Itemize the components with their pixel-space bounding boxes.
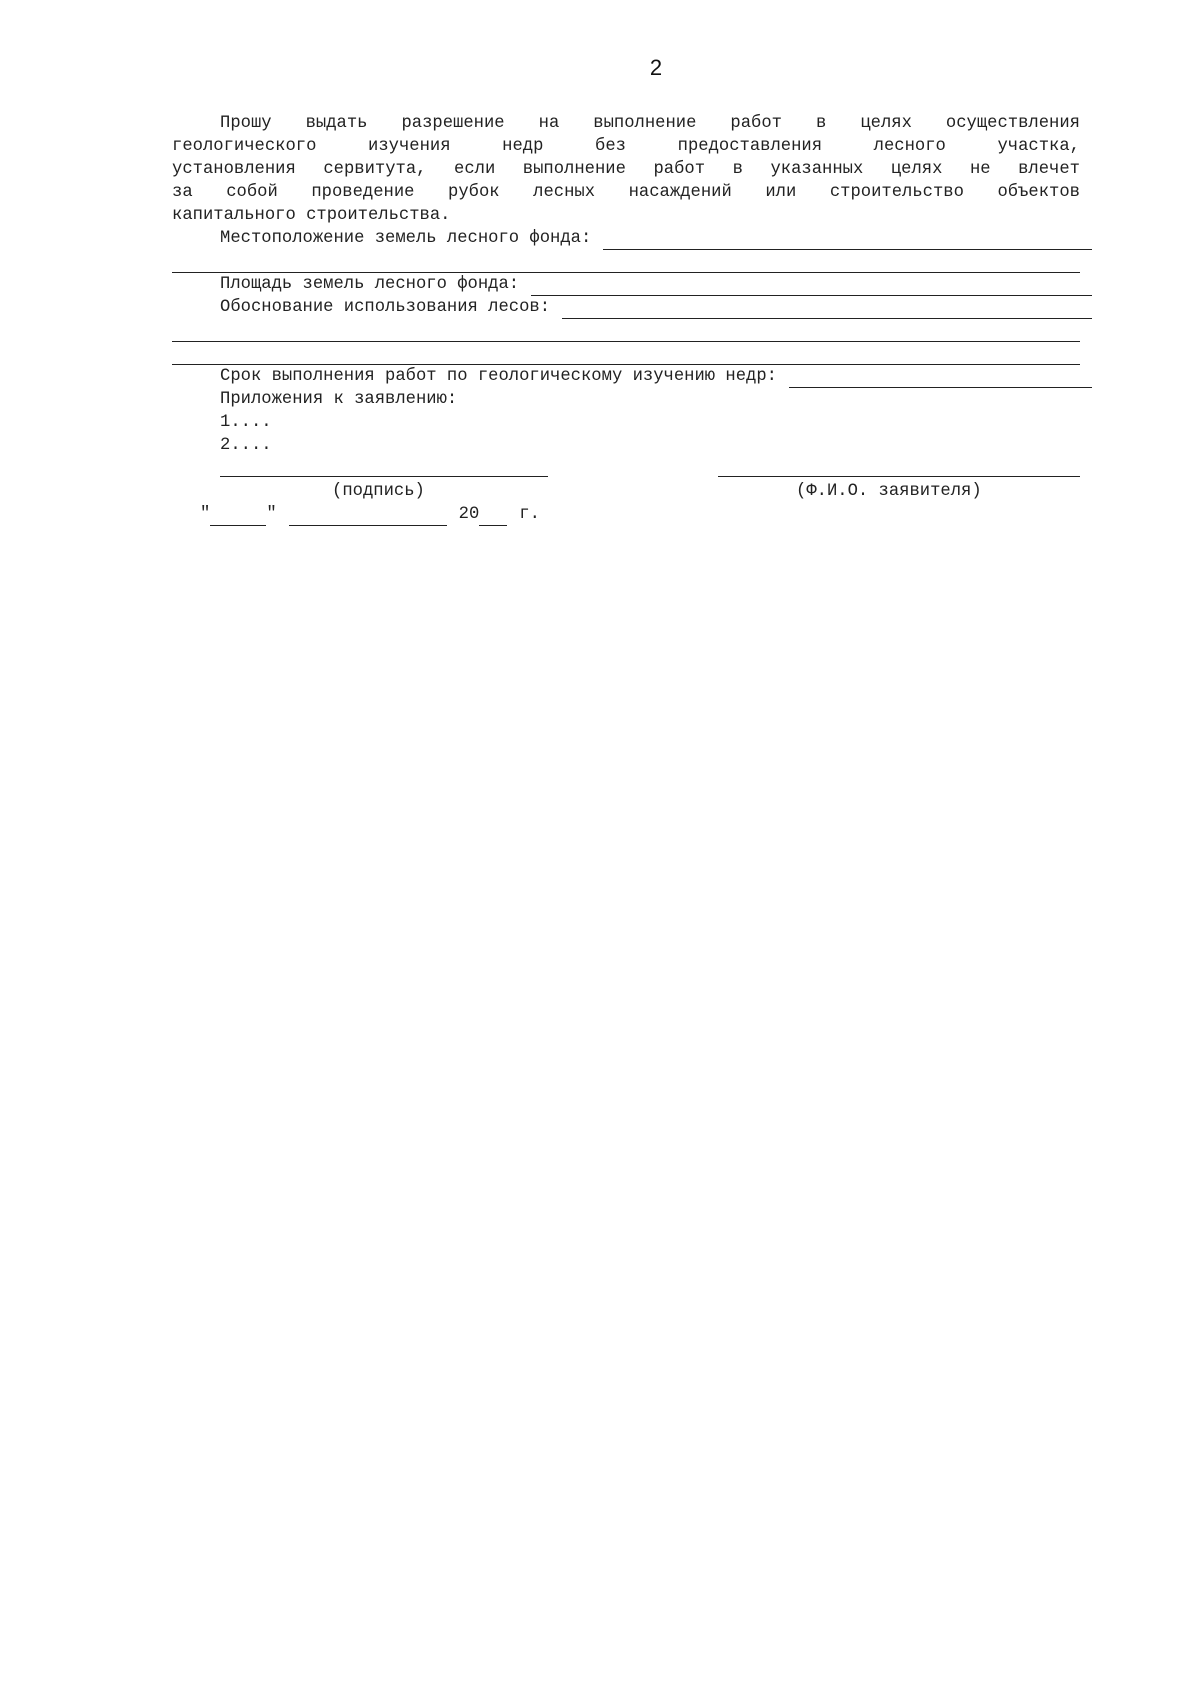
date-quote-open: "	[200, 505, 211, 524]
application-form	[172, 112, 1080, 519]
area-input-line[interactable]	[531, 278, 1092, 296]
page-number: 2	[649, 55, 663, 80]
year-input-line[interactable]	[479, 508, 507, 526]
request-line: Прошу выдать разрешение на выполнение работ в целях осуществления	[220, 114, 1080, 133]
location-input-line-2[interactable]	[172, 250, 1080, 273]
request-line: геологического изучения недр без предоставления лесного участка,	[172, 137, 1080, 156]
term-label: Срок выполнения работ по геологическому изучению недр:	[220, 367, 777, 386]
location-label: Местоположение земель лесного фонда:	[220, 229, 592, 248]
applicant-name-line[interactable]	[718, 475, 1080, 477]
area-label: Площадь земель лесного фонда:	[220, 275, 520, 294]
location-input-line[interactable]	[603, 232, 1092, 250]
attachment-item	[172, 434, 1080, 457]
justification-input-line-3[interactable]	[172, 342, 1080, 365]
year-prefix: 20	[458, 505, 480, 524]
date-quote-close: "	[266, 505, 277, 524]
justification-input-line-2[interactable]	[172, 319, 1080, 342]
applicant-name-caption: (Ф.И.О. заявителя)	[796, 482, 982, 501]
justification-input-line[interactable]	[562, 301, 1092, 319]
signature-line[interactable]	[220, 475, 548, 477]
day-input-line[interactable]	[210, 508, 266, 526]
date-row	[200, 503, 540, 526]
attachment-item	[172, 411, 1080, 434]
attachments-label: Приложения к заявлению:	[220, 390, 458, 409]
term-input-line[interactable]	[789, 370, 1092, 388]
year-suffix: г.	[519, 505, 540, 524]
location-field	[172, 227, 1080, 250]
area-field	[172, 273, 1080, 296]
month-input-line[interactable]	[289, 508, 447, 526]
request-paragraph	[172, 112, 1080, 227]
justification-label: Обоснование использования лесов:	[220, 298, 551, 317]
attachment-item-text: 2....	[220, 436, 272, 455]
term-field	[172, 365, 1080, 388]
request-line: за собой проведение рубок лесных насаждений или строительство объектов	[172, 183, 1080, 202]
attachments-heading	[172, 388, 1080, 411]
signature-caption: (подпись)	[332, 482, 425, 501]
attachment-item-text: 1....	[220, 413, 272, 432]
request-line: установления сервитута, если выполнение работ в указанных целях не влечет	[172, 160, 1080, 179]
request-line: капитального строительства.	[172, 206, 451, 225]
justification-field	[172, 296, 1080, 319]
